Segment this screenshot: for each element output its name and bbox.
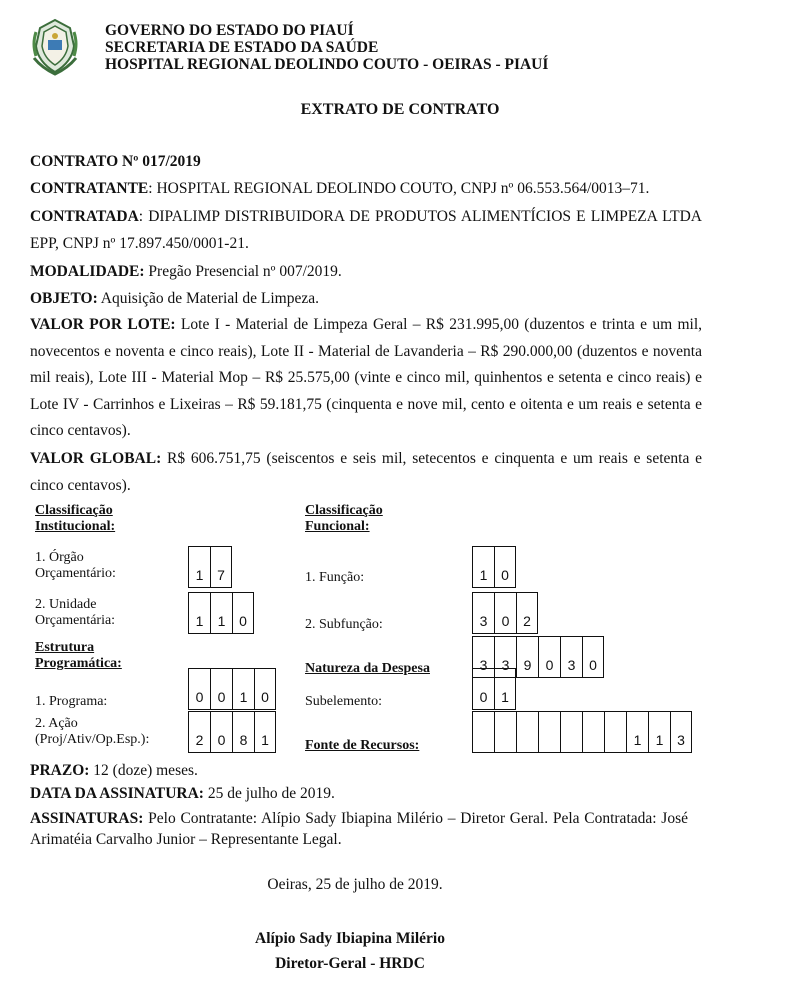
subfuncao-label (305, 617, 383, 633)
code-digit-box: 0 (494, 546, 516, 588)
assinaturas-line (30, 808, 688, 850)
contract-number: CONTRATO Nº 017/2019 (30, 153, 201, 170)
fonte-label-text: Fonte de Recursos: (305, 738, 420, 753)
code-digit-box: 2 (188, 711, 210, 753)
unidade-code-boxes (188, 592, 254, 634)
data-assinatura-label: DATA DA ASSINATURA: (30, 785, 204, 802)
funcao-code-boxes (472, 546, 516, 588)
orgao-label-1: 1. Órgão (35, 550, 84, 565)
code-digit-box: 0 (472, 668, 494, 710)
signatory-name: Alípio Sady Ibiapina Milério (255, 930, 445, 947)
institucional-heading-1: Classificação (35, 503, 113, 518)
code-digit-box (560, 711, 582, 753)
code-digit-box: 0 (254, 668, 276, 710)
code-digit-box: 3 (494, 636, 516, 678)
natureza-label-text: Natureza da Despesa (305, 661, 430, 676)
orgao-label (35, 550, 116, 582)
unidade-label-2: Orçamentária: (35, 613, 116, 628)
code-digit-box: 1 (210, 592, 232, 634)
contract-body (30, 148, 702, 500)
estrutura-heading-1: Estrutura (35, 640, 95, 655)
acao-label-1: 2. Ação (35, 716, 78, 731)
code-digit-box: 1 (648, 711, 670, 753)
subfuncao-code-boxes (472, 592, 538, 634)
code-digit-box: 0 (582, 636, 604, 678)
programa-label (35, 694, 107, 710)
prazo-label: PRAZO: (30, 762, 90, 779)
funcional-heading (305, 503, 383, 535)
code-digit-box (516, 711, 538, 753)
header-line-government: GOVERNO DO ESTADO DO PIAUÍ (105, 22, 354, 39)
code-digit-box: 1 (472, 546, 494, 588)
local-data: Oeiras, 25 de julho de 2019. (267, 876, 443, 893)
programa-label-text: 1. Programa: (35, 694, 108, 709)
code-digit-box: 1 (232, 668, 254, 710)
estrutura-heading-2: Programática: (35, 656, 122, 671)
acao-label-2: (Proj/Ativ/Op.Esp.): (35, 732, 150, 747)
code-digit-box: 0 (494, 592, 516, 634)
contratada-label: CONTRATADA (30, 207, 139, 225)
programa-code-boxes (188, 668, 276, 710)
contratante-label: CONTRATANTE (30, 180, 149, 198)
natureza-label (305, 661, 430, 677)
signatory-title: Diretor-Geral - HRDC (275, 955, 425, 972)
objeto-label: OBJETO: (30, 290, 98, 308)
subfuncao-label-text: 2. Subfunção: (305, 617, 383, 632)
code-digit-box: 0 (538, 636, 560, 678)
subelemento-label-text: Subelemento: (305, 694, 382, 709)
code-digit-box: 7 (210, 546, 232, 588)
code-digit-box: 0 (188, 668, 210, 710)
orgao-label-2: Orçamentário: (35, 566, 116, 581)
institucional-heading (35, 503, 115, 535)
code-digit-box (604, 711, 626, 753)
orgao-code-boxes (188, 546, 232, 588)
data-assinatura-value: 25 de julho de 2019. (203, 785, 335, 802)
modalidade-value: Pregão Presencial nº 007/2019. (144, 262, 342, 280)
institucional-heading-2: Institucional: (35, 519, 116, 534)
code-digit-box: 3 (472, 592, 494, 634)
data-assinatura-line (30, 785, 335, 803)
objeto-value: Aquisição de Material de Limpeza. (97, 290, 319, 308)
code-digit-box: 3 (560, 636, 582, 678)
acao-code-boxes (188, 711, 276, 753)
fonte-label (305, 738, 419, 754)
fonte-code-boxes (472, 711, 692, 753)
code-digit-box: 1 (254, 711, 276, 753)
code-digit-box: 1 (494, 668, 516, 710)
valor-global-value: R$ 606.751,75 (seiscentos e seis mil, setecentos e cinquenta e um reais e setenta e cinco centavos). (30, 449, 702, 495)
header-line-hospital: HOSPITAL REGIONAL DEOLINDO COUTO - OEIRAS - PIAUÍ (105, 56, 549, 73)
header (105, 22, 548, 73)
code-digit-box (582, 711, 604, 753)
unidade-label-1: 2. Unidade (35, 597, 97, 612)
code-digit-box (494, 711, 516, 753)
code-digit-box: 0 (210, 711, 232, 753)
assinaturas-value: Pelo Contratante: Alípio Sady Ibiapina Milério – Diretor Geral. Pela Contratada: José Arimatéia Carvalho Junior – Representante Legal. (30, 810, 688, 848)
funcional-heading-2: Funcional: (305, 519, 370, 534)
assinaturas-label: ASSINATURAS: (30, 810, 144, 827)
unidade-label (35, 597, 115, 629)
document-title: EXTRATO DE CONTRATO (300, 101, 500, 118)
subelemento-label (305, 694, 382, 710)
code-digit-box: 3 (670, 711, 692, 753)
funcional-heading-1: Classificação (305, 503, 383, 518)
code-digit-box: 0 (232, 592, 254, 634)
estrutura-heading (35, 640, 122, 672)
code-digit-box: 1 (626, 711, 648, 753)
funcao-label (305, 570, 364, 586)
code-digit-box (538, 711, 560, 753)
prazo-line (30, 762, 198, 780)
code-digit-box: 2 (516, 592, 538, 634)
valor-lote-label: VALOR POR LOTE: (30, 316, 176, 334)
prazo-value: 12 (doze) meses. (89, 762, 198, 779)
header-line-secretariat: SECRETARIA DE ESTADO DA SAÚDE (105, 39, 379, 56)
code-digit-box: 9 (516, 636, 538, 678)
code-digit-box: 0 (210, 668, 232, 710)
code-digit-box: 3 (472, 636, 494, 678)
valor-lote-value: Lote I - Material de Limpeza Geral – R$ 231.995,00 (duzentos e trinta e um mil, novecentos e noventa e cinco reais), Lote II - Material de Lavanderia – R$ 290.000,00 (duzentos e noventa mil reais), Lote III - Material Mop – R$ 25.575,00 (vinte e cinco mil, quinhentos e setenta e cinco reais) e Lote IV - Carrinhos e Lixeiras – R$ 59.181,75 (cinquenta e nove mil, cento e oitenta e um reais e setenta e cinco centavos). (30, 316, 702, 440)
contratada-value: : DIPALIMP DISTRIBUIDORA DE PRODUTOS ALIMENTÍCIOS E LIMPEZA LTDA EPP, CNPJ nº 17.897.450/0001-21. (30, 207, 702, 253)
funcao-label-text: 1. Função: (305, 570, 365, 585)
modalidade-label: MODALIDADE: (30, 262, 145, 280)
code-digit-box: 1 (188, 546, 210, 588)
contratante-value: : HOSPITAL REGIONAL DEOLINDO COUTO, CNPJ nº 06.553.564/0013–71. (148, 180, 650, 198)
code-digit-box: 1 (188, 592, 210, 634)
code-digit-box: 8 (232, 711, 254, 753)
subelemento-code-boxes (472, 668, 516, 710)
code-digit-box (472, 711, 494, 753)
state-crest-icon (30, 18, 80, 76)
valor-global-label: VALOR GLOBAL: (30, 449, 162, 467)
acao-label (35, 716, 149, 748)
